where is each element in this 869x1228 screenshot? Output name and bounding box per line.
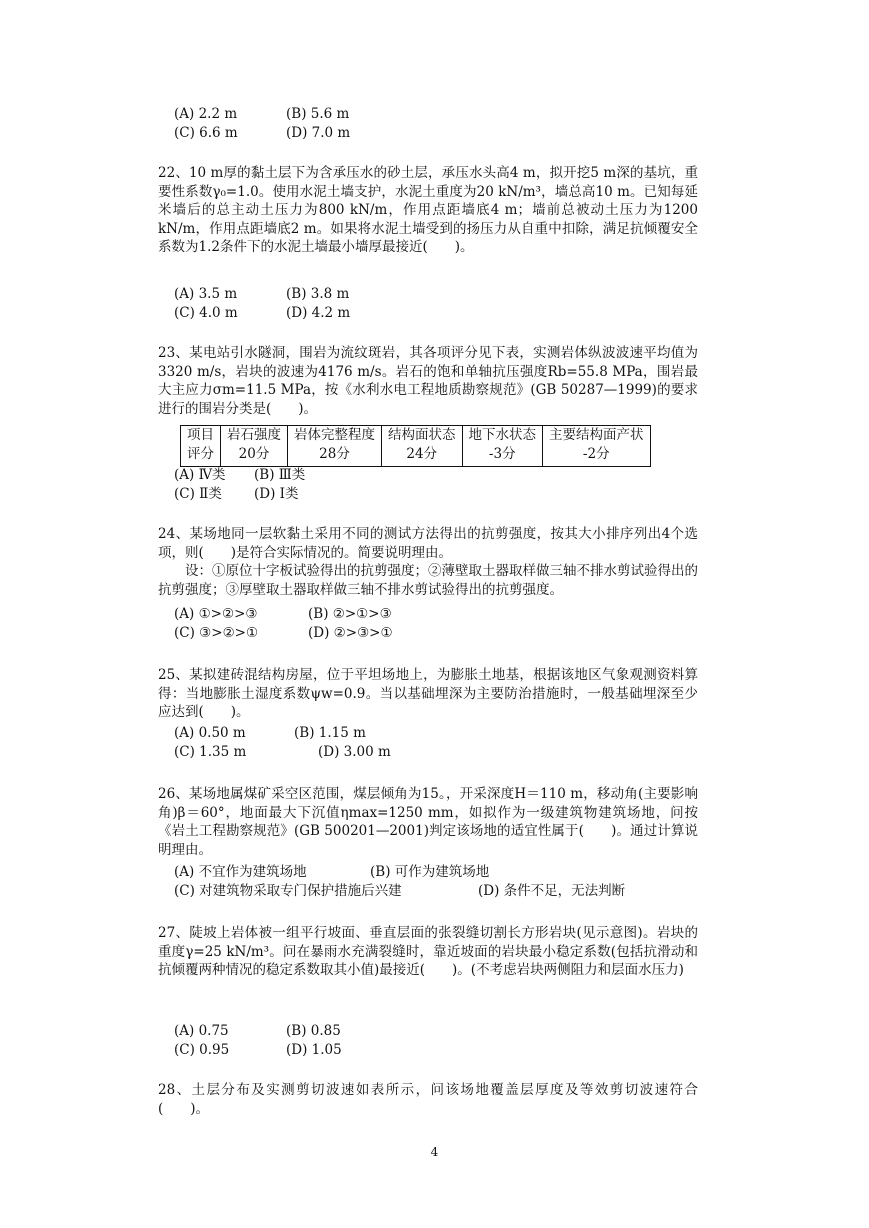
q27-option-d: (D) 1.05	[286, 1041, 342, 1058]
question-26	[158, 785, 698, 859]
q22-option-a: (A) 3.5 m	[174, 286, 238, 302]
q26-text: 26、某场地属煤矿采空区范围，煤层倾角为15。，开采深度H＝110 m，移动角(主要影响角)β＝60°，地面最大下沉值ηmax=1250 mm，如拟作为一级建筑物建筑场地，问按《岩土工程勘察规范》(GB 500201—2001)判定该场地的适宜性属于( )。通过计算说明理由。	[158, 786, 698, 858]
question-28	[158, 1081, 698, 1118]
q25-option-d: (D) 3.00 m	[318, 743, 391, 760]
table-cell: -3分	[462, 445, 543, 467]
q22-text: 22、10 m厚的黏土层下为含承压水的砂土层，承压水头高4 m，拟开挖5 m深的基坑，重要性系数γ₀=1.0。使用水泥土墙支护，水泥土重度为20 kN/m³，墙总高10 m。已知每延米墙后的总主动土压力为800 kN/m，作用点距墙底4 m；墙前总被动土压力为1200 kN/m，作用点距墙底2 m。如果将水泥土墙受到的扬压力从自重中扣除，满足抗倾覆安全系数为1.2条件下的水泥土墙最小墙厚最接近( )。	[158, 165, 698, 255]
q25-option-a: (A) 0.50 m	[174, 725, 246, 741]
table-cell: 24分	[382, 445, 463, 467]
q28-text: 28、土层分布及实测剪切波速如表所示，问该场地覆盖层厚度及等效剪切波速符合( )。	[158, 1082, 698, 1117]
q21-options	[158, 105, 698, 142]
q21-option-c: (C) 6.6 m	[174, 124, 238, 141]
q21-option-d: (D) 7.0 m	[286, 124, 351, 141]
q27-text: 27、陡坡上岩体被一组平行坡面、垂直层面的张裂缝切割长方形岩块(见示意图)。岩块的重度γ=25 kN/m³。问在暴雨水充满裂缝时，靠近坡面的岩块最小稳定系数(包括抗滑动和抗倾覆两种情况的稳定系数取其小值)最接近( )。(不考虑岩块两侧阻力和层面水压力)	[158, 925, 698, 978]
table-cell: 28分	[288, 445, 382, 467]
q24-option-b: (B) ②>①>③	[308, 606, 392, 622]
q23-option-d: (D) Ⅰ类	[254, 485, 299, 502]
question-22	[158, 164, 698, 257]
q26-option-a: (A) 不宜作为建筑场地	[174, 864, 307, 880]
question-25	[158, 666, 698, 722]
q25-options	[158, 724, 698, 761]
question-23	[158, 344, 698, 418]
q27-option-b: (B) 0.85	[286, 1023, 341, 1039]
q23-option-a: (A) Ⅳ类	[174, 467, 226, 483]
q26-options	[158, 863, 698, 900]
q26-option-c: (C) 对建筑物采取专门保护措施后兴建	[174, 882, 402, 899]
q21-option-b: (B) 5.6 m	[286, 106, 350, 122]
q23-options	[158, 466, 698, 503]
q23-option-b: (B) Ⅲ类	[254, 467, 306, 483]
table-row	[181, 445, 651, 467]
q22-option-c: (C) 4.0 m	[174, 304, 238, 321]
q21-option-a: (A) 2.2 m	[174, 106, 238, 122]
q24-text: 24、某场地同一层软黏土采用不同的测试方法得出的抗剪强度，按其大小排序列出4个选项，则( )是符合实际情况的。简要说明理由。	[158, 526, 698, 561]
q26-option-d: (D) 条件不足，无法判断	[478, 882, 626, 899]
q26-option-b: (B) 可作为建筑场地	[370, 864, 490, 880]
page-number: 4	[430, 1145, 439, 1159]
q27-option-a: (A) 0.75	[174, 1023, 229, 1039]
q27-option-c: (C) 0.95	[174, 1041, 230, 1058]
q24-option-c: (C) ③>②>①	[174, 624, 259, 641]
table-header-cell: 岩体完整程度	[288, 426, 382, 446]
q23-text: 23、某电站引水隧洞，围岩为流纹斑岩，其各项评分见下表，实测岩体纵波波速平均值为3320 m/s，岩块的波速为4176 m/s。岩石的饱和单轴抗压强度Rb=55.8 MPa，围岩最大主应力σm=11.5 MPa，按《水利水电工程地质勘察规范》(GB 50287—1999)的要求进行的围岩分类是( )。	[158, 345, 698, 417]
q24-note: 设：①原位十字板试验得出的抗剪强度；②薄壁取土器取样做三轴不排水剪试验得出的抗剪强度；③厚壁取土器取样做三轴不排水剪试验得出的抗剪强度。	[158, 563, 698, 598]
table-header-cell: 项目	[181, 426, 221, 446]
q23-score-table	[180, 425, 651, 467]
table-cell: -2分	[543, 445, 651, 467]
table-header-cell: 地下水状态	[462, 426, 543, 446]
table-row	[181, 426, 651, 446]
table-cell: 评分	[181, 445, 221, 467]
q22-options	[158, 285, 698, 322]
q25-option-c: (C) 1.35 m	[174, 743, 247, 760]
q24-option-a: (A) ①>②>③	[174, 606, 258, 622]
q22-option-b: (B) 3.8 m	[286, 286, 350, 302]
q22-option-d: (D) 4.2 m	[286, 304, 351, 321]
q23-option-c: (C) Ⅱ类	[174, 485, 222, 502]
table-cell: 20分	[221, 445, 288, 467]
q25-option-b: (B) 1.15 m	[294, 725, 366, 741]
q27-options	[158, 1022, 698, 1059]
question-27	[158, 924, 698, 980]
q25-text: 25、某拟建砖混结构房屋，位于平坦场地上，为膨胀土地基，根据该地区气象观测资料算得：当地膨胀土湿度系数ψw=0.9。当以基础埋深为主要防治措施时，一般基础埋深至少应达到( )。	[158, 667, 698, 720]
q24-options	[158, 605, 698, 642]
q24-option-d: (D) ②>③>①	[308, 624, 393, 641]
question-24	[158, 525, 698, 599]
table-header-cell: 岩石强度	[221, 426, 288, 446]
table-header-cell: 结构面状态	[382, 426, 463, 446]
table-header-cell: 主要结构面产状	[543, 426, 651, 446]
